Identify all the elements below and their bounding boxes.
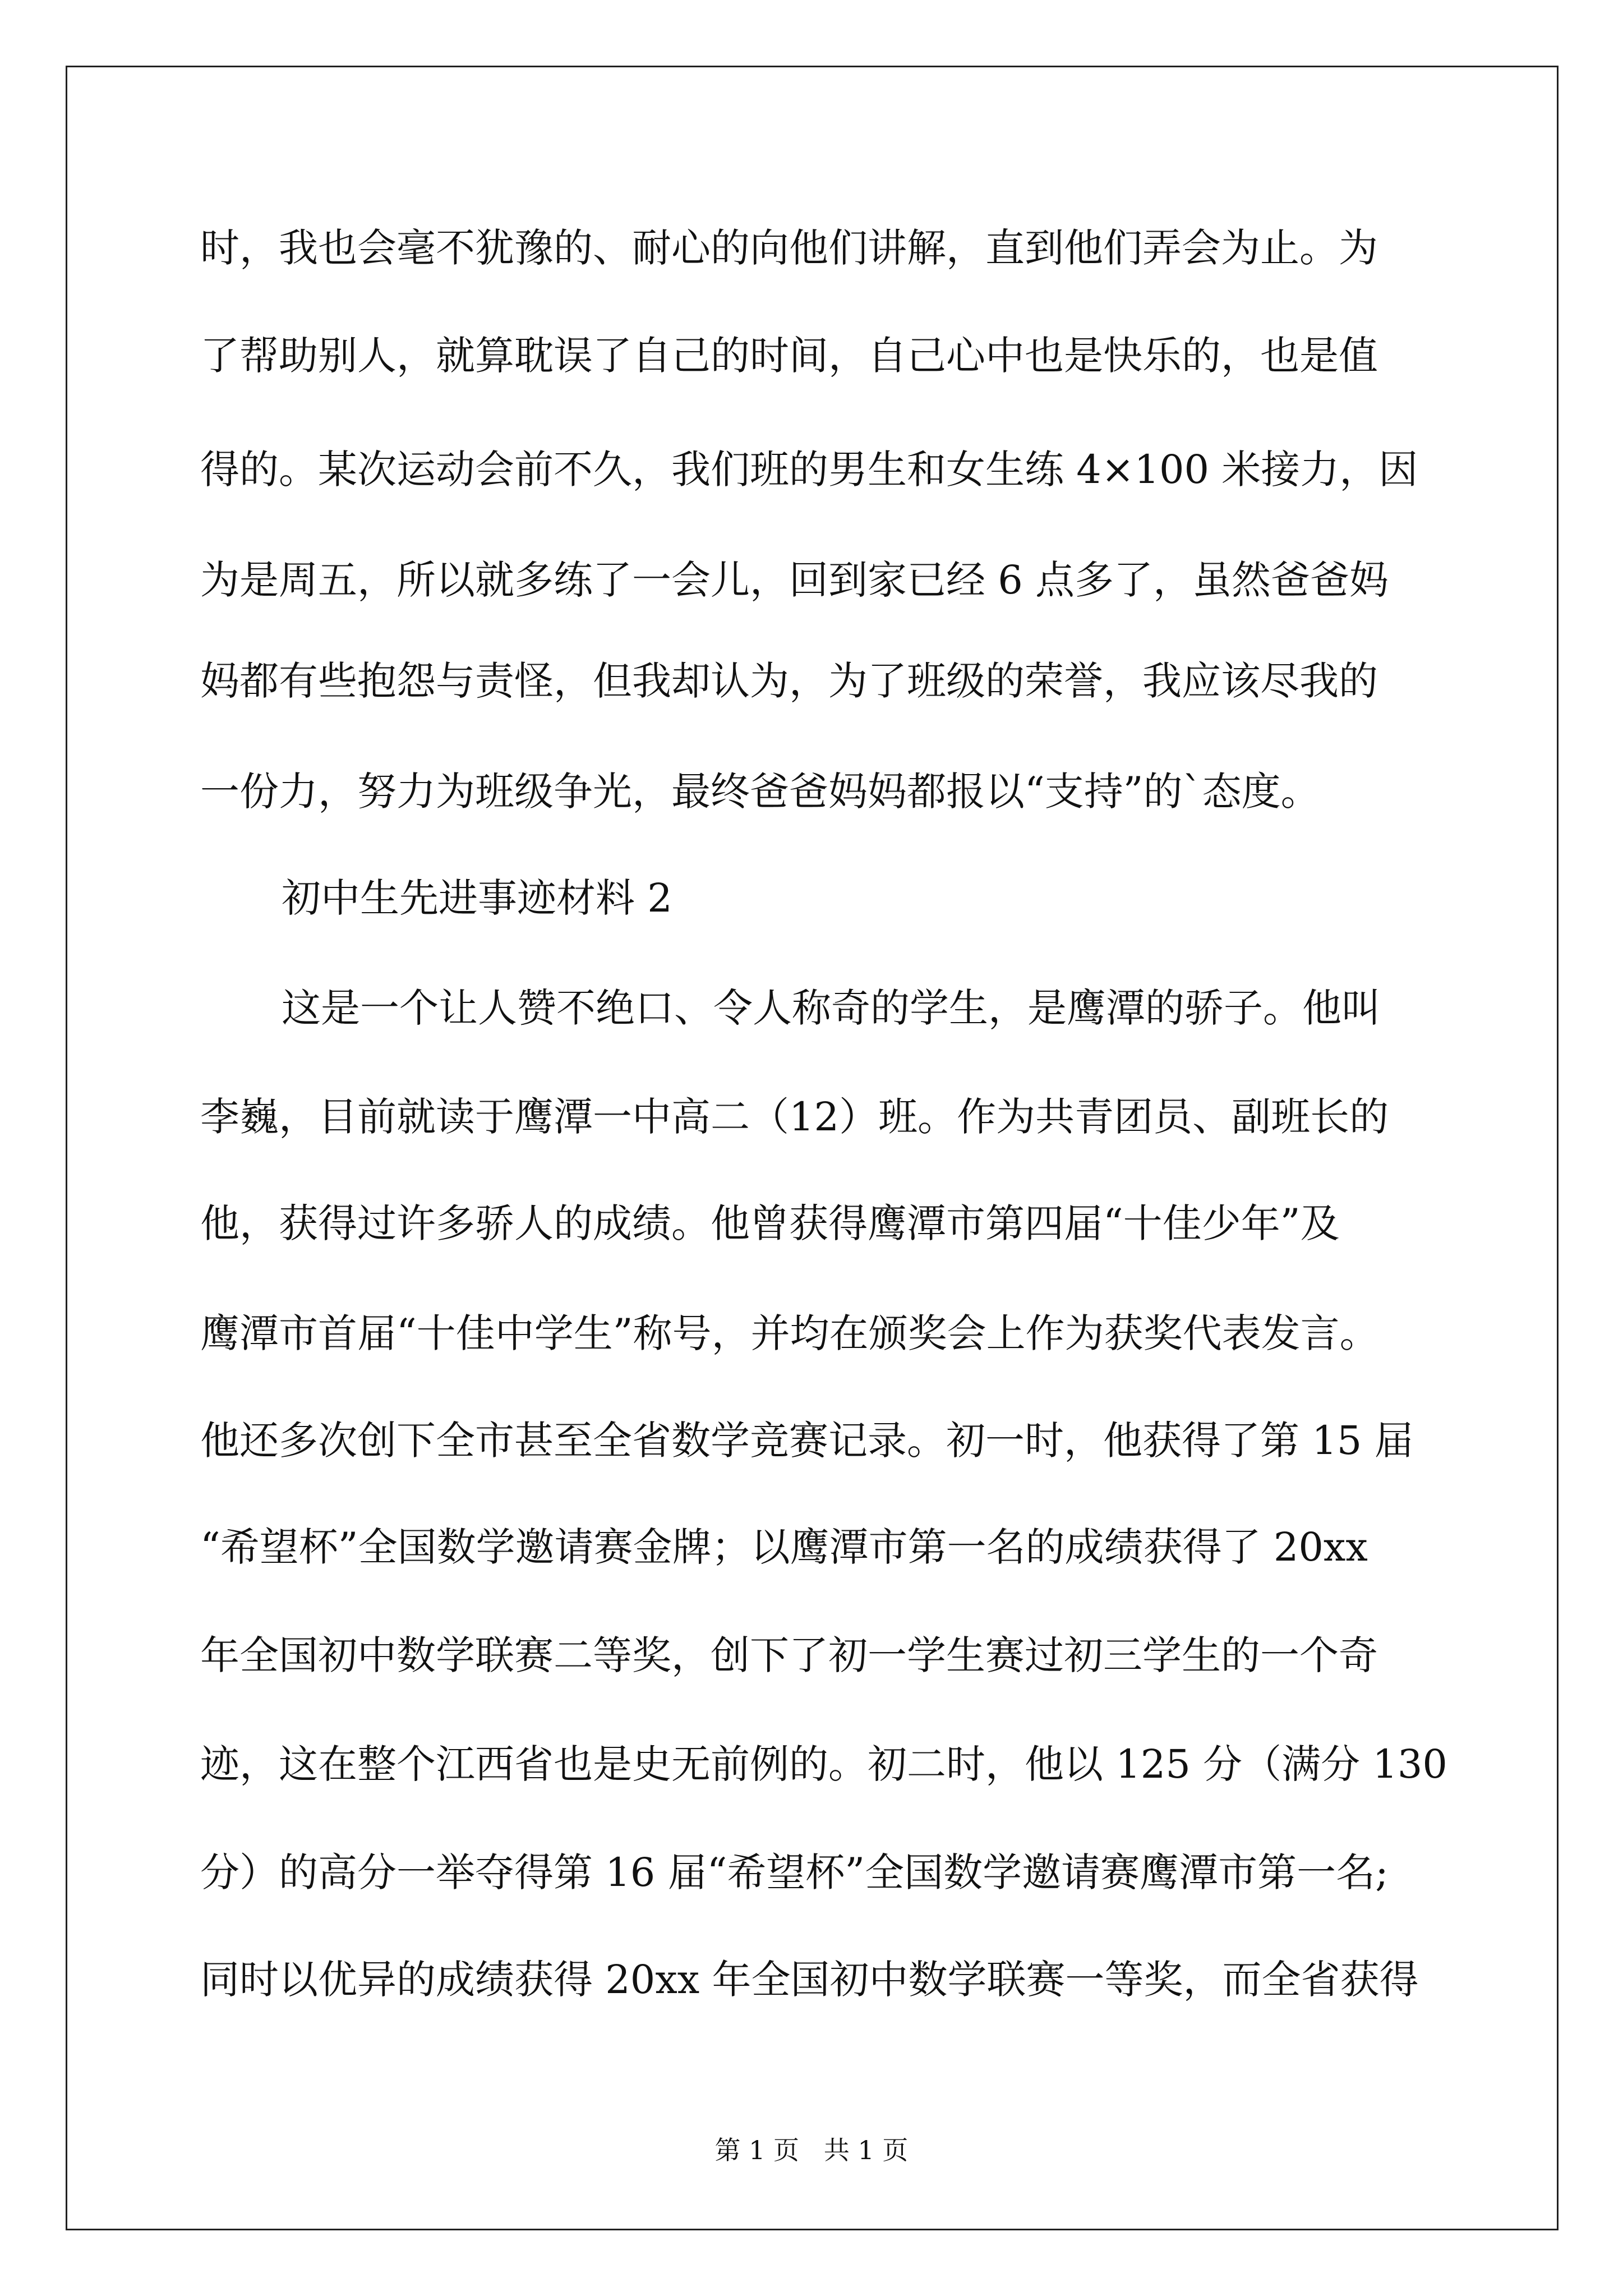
paragraph-line: 了帮助别人，就算耽误了自己的时间，自己心中也是快乐的，也是值 — [200, 333, 1378, 379]
page-footer: 第 1 页 共 1 页 — [714, 2135, 909, 2165]
paragraph-line: 分）的高分一举夺得第 16 届“希望杯”全国数学邀请赛鹰潭市第一名; — [200, 1849, 1389, 1895]
paragraph-line: 时，我也会毫不犹豫的、耐心的向他们讲解，直到他们弄会为止。为 — [200, 225, 1378, 271]
paragraph-line: 为是周五，所以就多练了一会儿，回到家已经 6 点多了，虽然爸爸妈 — [200, 557, 1389, 603]
paragraph-line: 他，获得过许多骄人的成绩。他曾获得鹰潭市第四届“十佳少年”及 — [200, 1200, 1340, 1246]
paragraph-line: “希望杯”全国数学邀请赛金牌；以鹰潭市第一名的成绩获得了 20xx — [200, 1524, 1368, 1570]
paragraph-line: 他还多次创下全市甚至全省数学竞赛记录。初一时，他获得了第 15 届 — [200, 1418, 1414, 1464]
paragraph-line: 李巍，目前就读于鹰潭一中高二（12）班。作为共青团员、副班长的 — [200, 1094, 1389, 1140]
page-border — [66, 66, 1559, 2230]
paragraph-line: 年全国初中数学联赛二等奖，创下了初一学生赛过初三学生的一个奇 — [200, 1632, 1378, 1678]
paragraph-line: 一份力，努力为班级争光，最终爸爸妈妈都报以“支持”的`态度。 — [200, 769, 1320, 815]
paragraph-line: 迹，这在整个江西省也是史无前例的。初二时，他以 125 分（满分 130 — [200, 1741, 1447, 1787]
paragraph-line: 鹰潭市首届“十佳中学生”称号，并均在颁奖会上作为获奖代表发言。 — [200, 1310, 1379, 1356]
section-heading: 初中生先进事迹材料 2 — [282, 875, 672, 921]
paragraph-line: 同时以优异的成绩获得 20xx 年全国初中数学联赛一等奖，而全省获得 — [200, 1957, 1419, 2003]
paragraph-line: 这是一个让人赞不绝口、令人称奇的学生，是鹰潭的骄子。他叫 — [282, 985, 1381, 1031]
paragraph-line: 得的。某次运动会前不久，我们班的男生和女生练 4×100 米接力，因 — [200, 447, 1418, 493]
paragraph-line: 妈都有些抱怨与责怪，但我却认为，为了班级的荣誉，我应该尽我的 — [200, 658, 1378, 704]
